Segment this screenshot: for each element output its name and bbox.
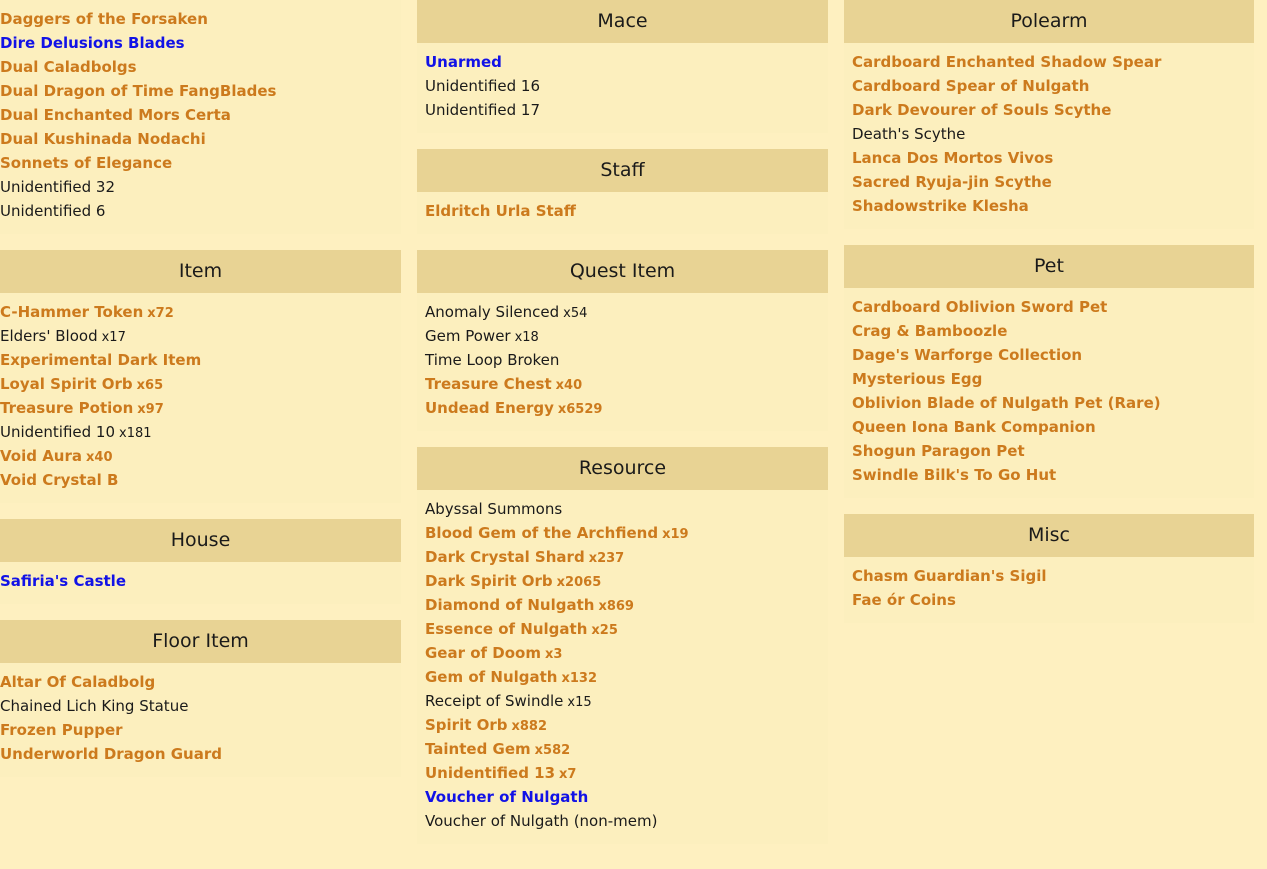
inventory-item bbox=[425, 74, 828, 98]
inventory-item[interactable] bbox=[852, 319, 1254, 343]
category-header-quest-item: Quest Item bbox=[417, 250, 828, 293]
inventory-item[interactable] bbox=[425, 641, 828, 665]
item-name: Safiria's Castle bbox=[0, 572, 126, 590]
item-name: Gear of Doom bbox=[425, 644, 541, 662]
item-name: Dark Crystal Shard bbox=[425, 548, 585, 566]
category-section-mace bbox=[417, 0, 828, 133]
inventory-item[interactable] bbox=[0, 103, 401, 127]
item-quantity: x15 bbox=[567, 695, 592, 710]
item-name: Death's Scythe bbox=[852, 125, 966, 143]
item-list bbox=[417, 490, 828, 844]
item-name: Unidentified 32 bbox=[0, 178, 116, 196]
inventory-item[interactable] bbox=[425, 761, 828, 785]
item-name: Shadowstrike Klesha bbox=[852, 197, 1029, 215]
item-quantity: x3 bbox=[544, 647, 563, 662]
item-name: Void Aura bbox=[0, 447, 83, 465]
item-name: Dual Dragon of Time FangBlades bbox=[0, 82, 277, 100]
inventory-item[interactable] bbox=[852, 564, 1254, 588]
category-header-pet: Pet bbox=[844, 245, 1254, 288]
inventory-item[interactable] bbox=[852, 295, 1254, 319]
item-name: Frozen Pupper bbox=[0, 721, 123, 739]
item-name: Cardboard Oblivion Sword Pet bbox=[852, 298, 1108, 316]
inventory-item[interactable] bbox=[0, 372, 401, 396]
item-name: Unidentified 16 bbox=[425, 77, 541, 95]
item-name: Dark Spirit Orb bbox=[425, 572, 553, 590]
item-name: Unidentified 10 bbox=[0, 423, 116, 441]
item-list bbox=[417, 293, 828, 431]
inventory-item[interactable] bbox=[425, 521, 828, 545]
inventory-item[interactable] bbox=[0, 7, 401, 31]
inventory-item bbox=[0, 199, 401, 223]
item-name: Sacred Ryuja-jin Scythe bbox=[852, 173, 1052, 191]
inventory-item[interactable] bbox=[852, 367, 1254, 391]
item-name: Voucher of Nulgath bbox=[425, 788, 589, 806]
item-name: Diamond of Nulgath bbox=[425, 596, 595, 614]
inventory-item[interactable] bbox=[852, 391, 1254, 415]
item-name: Voucher of Nulgath (non-mem) bbox=[425, 812, 658, 830]
item-name: Dual Caladbolgs bbox=[0, 58, 137, 76]
inventory-item[interactable] bbox=[852, 588, 1254, 612]
category-header-polearm: Polearm bbox=[844, 0, 1254, 43]
item-name: Sonnets of Elegance bbox=[0, 154, 173, 172]
inventory-item[interactable] bbox=[0, 79, 401, 103]
inventory-item bbox=[425, 324, 828, 348]
item-quantity: x882 bbox=[511, 719, 548, 734]
inventory-item bbox=[425, 497, 828, 521]
item-quantity: x40 bbox=[555, 378, 583, 393]
inventory-item bbox=[0, 175, 401, 199]
item-quantity: x582 bbox=[534, 743, 571, 758]
inventory-item[interactable] bbox=[0, 300, 401, 324]
inventory-item bbox=[425, 300, 828, 324]
item-name: Treasure Potion bbox=[0, 399, 134, 417]
item-name: Unidentified 6 bbox=[0, 202, 106, 220]
item-quantity: x132 bbox=[561, 671, 598, 686]
item-quantity: x181 bbox=[119, 426, 152, 441]
inventory-item[interactable] bbox=[425, 50, 828, 74]
item-name: Void Crystal B bbox=[0, 471, 119, 489]
item-name: Spirit Orb bbox=[425, 716, 508, 734]
category-header-item: Item bbox=[0, 250, 401, 293]
item-name: Dual Enchanted Mors Certa bbox=[0, 106, 231, 124]
item-name: Swindle Bilk's To Go Hut bbox=[852, 466, 1057, 484]
item-name: Tainted Gem bbox=[425, 740, 531, 758]
inventory-item[interactable] bbox=[0, 569, 401, 593]
item-name: Unarmed bbox=[425, 53, 502, 71]
item-name: Treasure Chest bbox=[425, 375, 552, 393]
category-header-misc: Misc bbox=[844, 514, 1254, 557]
category-section-misc bbox=[844, 514, 1254, 623]
item-name: Blood Gem of the Archfiend bbox=[425, 524, 659, 542]
item-list bbox=[844, 288, 1254, 498]
inventory-item[interactable] bbox=[425, 785, 828, 809]
inventory-item[interactable] bbox=[0, 742, 401, 766]
inventory-item bbox=[852, 122, 1254, 146]
item-quantity: x2065 bbox=[556, 575, 602, 590]
inventory-item[interactable] bbox=[425, 372, 828, 396]
inventory-item bbox=[0, 694, 401, 718]
inventory-item[interactable] bbox=[852, 415, 1254, 439]
item-name: Cardboard Spear of Nulgath bbox=[852, 77, 1090, 95]
item-quantity: x237 bbox=[588, 551, 625, 566]
inventory-item[interactable] bbox=[0, 670, 401, 694]
category-section-pet bbox=[844, 245, 1254, 498]
inventory-item[interactable] bbox=[425, 199, 828, 223]
item-name: Time Loop Broken bbox=[425, 351, 560, 369]
item-list bbox=[0, 562, 401, 604]
item-name: Unidentified 17 bbox=[425, 101, 541, 119]
item-quantity: x7 bbox=[559, 767, 577, 782]
inventory-column-left bbox=[0, 0, 401, 793]
inventory-item[interactable] bbox=[425, 665, 828, 689]
item-name: Dual Kushinada Nodachi bbox=[0, 130, 206, 148]
inventory-item bbox=[425, 98, 828, 122]
item-name: Receipt of Swindle bbox=[425, 692, 564, 710]
item-list bbox=[0, 0, 401, 234]
category-section-resource bbox=[417, 447, 828, 844]
inventory-item[interactable] bbox=[425, 713, 828, 737]
category-section-staff bbox=[417, 149, 828, 234]
item-name: Oblivion Blade of Nulgath Pet (Rare) bbox=[852, 394, 1161, 412]
item-name: Queen Iona Bank Companion bbox=[852, 418, 1096, 436]
inventory-item[interactable] bbox=[0, 55, 401, 79]
inventory-item bbox=[425, 809, 828, 833]
item-quantity: x6529 bbox=[557, 402, 603, 417]
item-quantity: x25 bbox=[591, 623, 618, 638]
category-section-item bbox=[0, 250, 401, 503]
inventory-item[interactable] bbox=[425, 545, 828, 569]
item-name: Dark Devourer of Souls Scythe bbox=[852, 101, 1112, 119]
item-name: Elders' Blood bbox=[0, 327, 98, 345]
item-name: Fae ór Coins bbox=[852, 591, 956, 609]
inventory-item bbox=[0, 420, 401, 444]
item-quantity: x40 bbox=[86, 450, 113, 465]
item-name: Altar Of Caladbolg bbox=[0, 673, 156, 691]
inventory-item[interactable] bbox=[852, 343, 1254, 367]
item-quantity: x17 bbox=[101, 330, 126, 345]
inventory-item bbox=[0, 324, 401, 348]
inventory-column-middle bbox=[417, 0, 828, 860]
category-header-resource: Resource bbox=[417, 447, 828, 490]
item-list bbox=[0, 663, 401, 777]
inventory-item[interactable] bbox=[425, 593, 828, 617]
item-quantity: x54 bbox=[563, 306, 588, 321]
inventory-item[interactable] bbox=[852, 50, 1254, 74]
item-name: Essence of Nulgath bbox=[425, 620, 588, 638]
inventory-item[interactable] bbox=[0, 396, 401, 420]
item-name: Mysterious Egg bbox=[852, 370, 983, 388]
inventory-item[interactable] bbox=[852, 170, 1254, 194]
item-name: Gem of Nulgath bbox=[425, 668, 558, 686]
item-list bbox=[0, 293, 401, 503]
inventory-item[interactable] bbox=[852, 98, 1254, 122]
item-name: Chasm Guardian's Sigil bbox=[852, 567, 1047, 585]
category-section-floor-item bbox=[0, 620, 401, 777]
item-name: Loyal Spirit Orb bbox=[0, 375, 133, 393]
item-quantity: x18 bbox=[514, 330, 539, 345]
item-name: C-Hammer Token bbox=[0, 303, 144, 321]
inventory-item[interactable] bbox=[425, 569, 828, 593]
inventory-item[interactable] bbox=[0, 468, 401, 492]
inventory-item[interactable] bbox=[0, 718, 401, 742]
inventory-item[interactable] bbox=[425, 617, 828, 641]
inventory-item[interactable] bbox=[0, 31, 401, 55]
item-name: Abyssal Summons bbox=[425, 500, 563, 518]
inventory-item[interactable] bbox=[852, 74, 1254, 98]
item-name: Underworld Dragon Guard bbox=[0, 745, 222, 763]
category-section bbox=[0, 0, 401, 234]
item-name: Dage's Warforge Collection bbox=[852, 346, 1083, 364]
inventory-item[interactable] bbox=[425, 396, 828, 420]
inventory-item[interactable] bbox=[425, 737, 828, 761]
item-name: Dire Delusions Blades bbox=[0, 34, 185, 52]
item-list bbox=[844, 43, 1254, 229]
inventory-item[interactable] bbox=[0, 444, 401, 468]
category-section-polearm bbox=[844, 0, 1254, 229]
inventory-item[interactable] bbox=[852, 146, 1254, 170]
item-name: Lanca Dos Mortos Vivos bbox=[852, 149, 1054, 167]
inventory-item[interactable] bbox=[852, 194, 1254, 218]
item-name: Anomaly Silenced bbox=[425, 303, 560, 321]
item-list bbox=[844, 557, 1254, 623]
item-quantity: x72 bbox=[147, 306, 174, 321]
item-list bbox=[417, 43, 828, 133]
category-header-floor-item: Floor Item bbox=[0, 620, 401, 663]
item-list bbox=[417, 192, 828, 234]
category-section-quest-item bbox=[417, 250, 828, 431]
inventory-item[interactable] bbox=[0, 348, 401, 372]
item-name: Experimental Dark Item bbox=[0, 351, 202, 369]
item-quantity: x19 bbox=[662, 527, 689, 542]
inventory-column-right bbox=[844, 0, 1254, 639]
category-header-mace: Mace bbox=[417, 0, 828, 43]
inventory-item[interactable] bbox=[852, 439, 1254, 463]
item-name: Chained Lich King Statue bbox=[0, 697, 189, 715]
item-quantity: x97 bbox=[137, 402, 164, 417]
item-name: Crag & Bamboozle bbox=[852, 322, 1008, 340]
category-header-house: House bbox=[0, 519, 401, 562]
item-name: Daggers of the Forsaken bbox=[0, 10, 208, 28]
inventory-item bbox=[425, 348, 828, 372]
category-header-staff: Staff bbox=[417, 149, 828, 192]
category-section-house bbox=[0, 519, 401, 604]
item-quantity: x65 bbox=[136, 378, 164, 393]
inventory-item[interactable] bbox=[0, 127, 401, 151]
inventory-item bbox=[425, 689, 828, 713]
inventory-item[interactable] bbox=[0, 151, 401, 175]
item-name: Unidentified 13 bbox=[425, 764, 556, 782]
item-quantity: x869 bbox=[598, 599, 634, 614]
item-name: Undead Energy bbox=[425, 399, 554, 417]
item-name: Cardboard Enchanted Shadow Spear bbox=[852, 53, 1162, 71]
item-name: Gem Power bbox=[425, 327, 511, 345]
inventory-item[interactable] bbox=[852, 463, 1254, 487]
item-name: Eldritch Urla Staff bbox=[425, 202, 576, 220]
item-name: Shogun Paragon Pet bbox=[852, 442, 1025, 460]
